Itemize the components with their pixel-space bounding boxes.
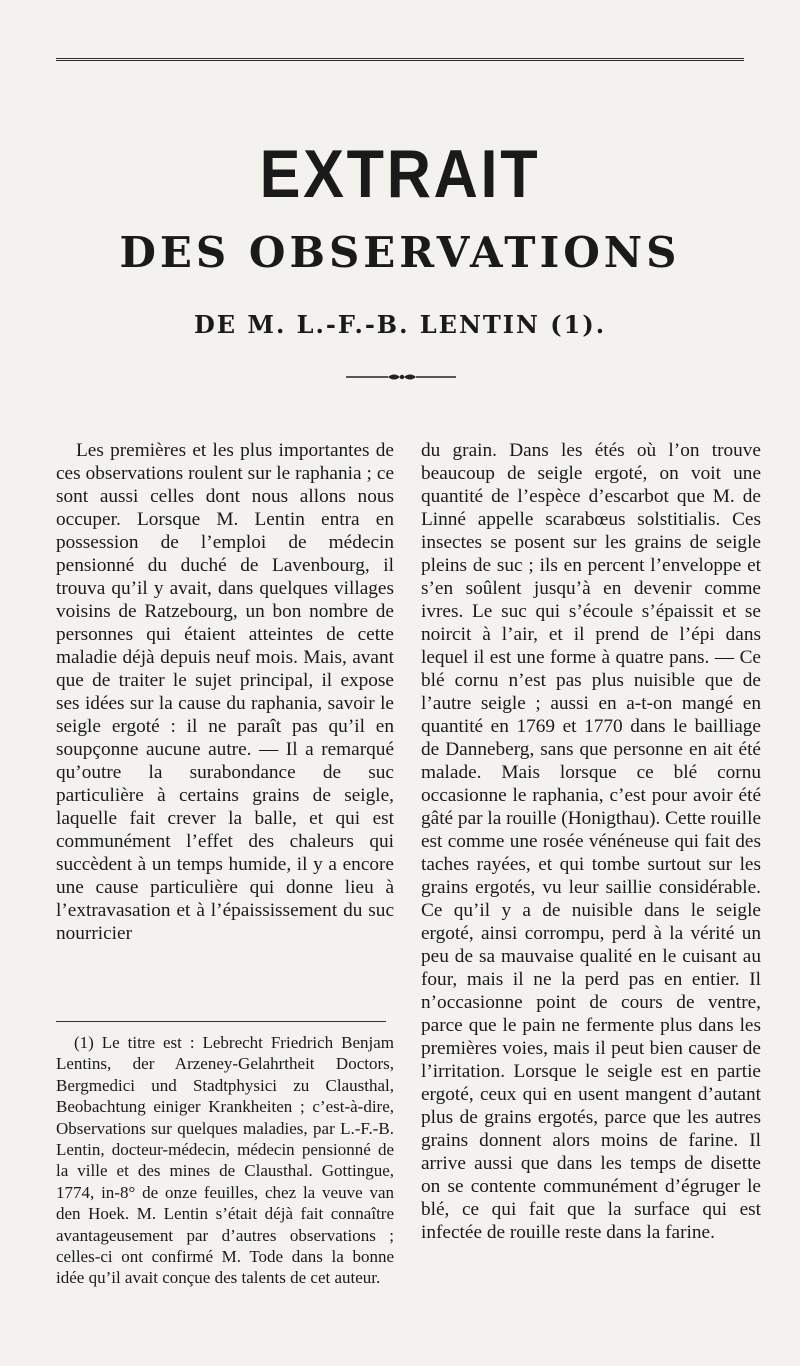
left-column-paragraph: Les premières et les plus importantes de ces observations roulent sur le raphania ; ce sont aussi celles dont nous allons nous occuper. Lorsque M. Lentin entra en possession de l’emploi de médecin pensionné du duché de Lavenbourg, il trouva qu’il y avait, dans quelques villages voisins de Ratzebourg, un bon nombre de personnes qui étaient atteintes de cette maladie déjà depuis neuf mois. Mais, avant que de traiter le sujet principal, il expose ses idées sur la cause du raphania, savoir le seigle ergoté : il ne paraît pas qu’il en soupçonne aucune autre. — Il a remarqué qu’outre la surabondance de suc particulière à certains grains de seigle, laquelle fait crever la balle, et qui est communément l’effet des chaleurs qui succèdent à un temps humide, il y a encore une cause particulière qui donne lieu à l’extravasation et à l’épaississement du suc nourricier (56, 440, 394, 944)
right-column-paragraph: du grain. Dans les étés où l’on trouve beaucoup de seigle ergoté, on voit une quantité de l’espèce d’escarbot que M. de Linné appelle scarabœus solstitialis. Ces insectes se posent sur les grains de seigle pleins de suc ; ils en percent l’enveloppe et s’en soûlent jusqu’à en devenir comme ivres. Le suc qui s’écoule s’épaissit et se noircit à l’air, et il prend de l’épi dans lequel il est une forme à quatre pans. — Ce blé cornu n’est pas plus nuisible que de l’autre seigle ; aussi en a-t-on mangé en quantité en 1769 et 1770 dans le bailliage de Danneberg, sans que personne en ait été malade. Mais lorsque ce blé cornu occasionne le raphania, c’est pour avoir été gâté par la rouille (Honigthau). Cette rouille est comme une rosée vénéneuse qui fait des taches rayées, et qui tombe surtout sur les grains ergotés, vu leur saillie considérable. Ce qu’il y a de nuisible dans le seigle ergoté, ainsi corrompu, perd à la vérité un peu de sa mauvaise qualité en le cuisant au four, mais il ne la perd pas en entier. Il n’occasionne point de cours de ventre, parce que le pain ne fermente plus dans les premières voies, mais il peut bien causer de l’irritation. Lorsque le seigle est en partie ergoté, ceux qui en usent mangent d’autant plus de grains ergotés, parce que les autres grains donnent alors moins de farine. Il arrive aussi que dans les temps de disette on se contente communément d’égruger le blé, ce qui fait que la surface qui est infectée de rouille reste dans la farine. (421, 440, 761, 1243)
top-double-rule (56, 58, 744, 61)
right-column (421, 439, 761, 1244)
footnote-rule (56, 1021, 386, 1022)
author-line: DE M. L.-F.-B. LENTIN (1). (193, 310, 607, 339)
page-title: EXTRAIT (259, 136, 541, 212)
footnote (56, 1032, 394, 1289)
footnote-marker: (1) (74, 1033, 94, 1052)
ornament-divider (346, 371, 456, 383)
footnote-text: Le titre est : Lebrecht Friedrich Benjam Lentins, der Arzeney-Gelahrtheit Doctors, Bergmedici und Stadtphysici zu Clausthal, Beobachtung einiger Krankheiten ; c’est-à-dire, Observations sur quelques maladies, par L.-F.-B. Lentin, docteur-médecin, médecin pensionné de la ville et des mines de Clausthal. Gottingue, 1774, in-8° de onze feuilles, chez la veuve van den Hoek. M. Lentin s’était déjà fait connaître avantageusement par d’autres observations ; celles-ci ont confirmé M. Tode dans la bonne idée qu’il avait conçue des talents de cet auteur. (56, 1033, 394, 1288)
page-subtitle: DES OBSERVATIONS (119, 228, 681, 277)
left-column (56, 439, 394, 945)
